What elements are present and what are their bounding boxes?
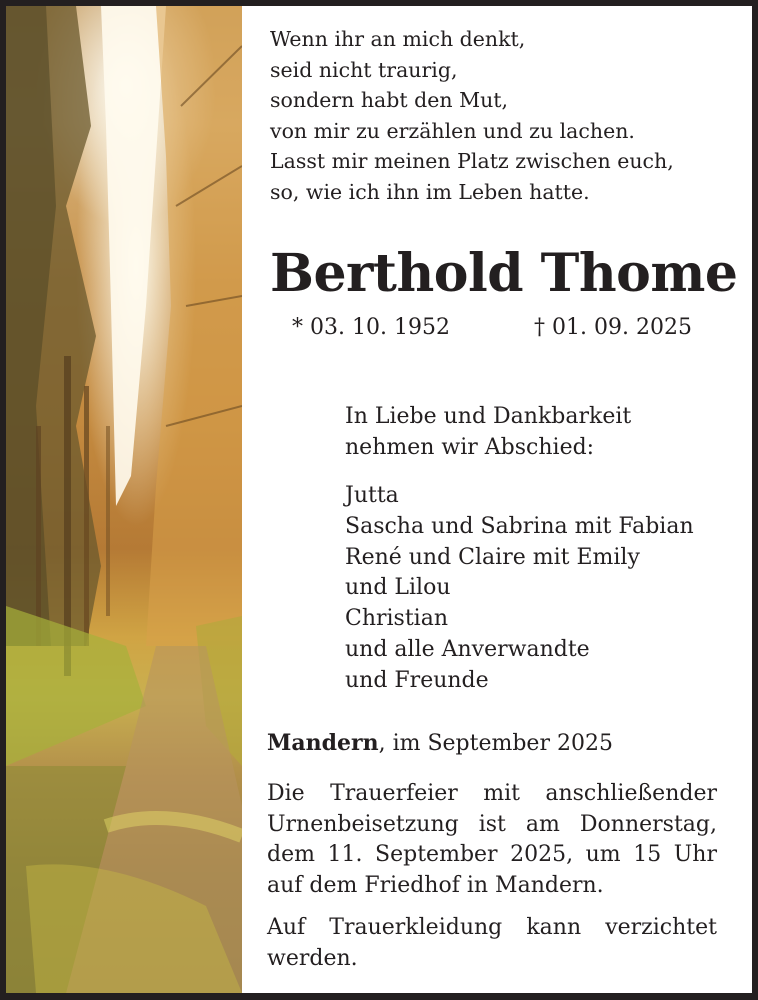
poem-line: so, wie ich ihn im Leben hatte. <box>270 179 590 204</box>
ceremony-info <box>267 779 717 901</box>
poem-line: seid nicht traurig, <box>270 57 458 82</box>
death-date: † 01. 09. 2025 <box>534 315 692 340</box>
poem-line: Wenn ihr an mich denkt, <box>270 27 526 51</box>
mourner: Sascha und Sabrina mit Fabian <box>345 513 694 539</box>
forest-illustration <box>6 6 242 993</box>
mourners-list <box>345 481 694 697</box>
mourner: Jutta <box>345 483 399 508</box>
farewell-intro <box>345 401 631 463</box>
forest-path-photo <box>6 6 242 993</box>
poem-line: von mir zu erzählen und zu lachen. <box>270 118 635 143</box>
town-name: Mandern <box>267 730 379 756</box>
ceremony-line: Urnenbeisetzung ist am Donnerstag, <box>267 811 717 837</box>
farewell-intro-line: In Liebe und Dankbarkeit <box>345 404 632 429</box>
note-line: werden. <box>267 945 358 971</box>
place-and-date <box>267 730 613 756</box>
note-line: Auf Trauerkleidung kann verzichtet <box>267 915 717 940</box>
obituary-notice <box>6 6 752 993</box>
mourner: und Freunde <box>345 667 489 693</box>
poem-line: Lasst mir meinen Platz zwischen euch, <box>270 149 674 173</box>
dress-code-note <box>267 913 717 974</box>
deceased-name: Berthold Thome <box>270 243 738 304</box>
poem <box>270 24 674 207</box>
ceremony-line: auf dem Friedhof in Mandern. <box>267 872 604 898</box>
birth-date: * 03. 10. 1952 <box>292 315 450 340</box>
date-text: , im September 2025 <box>378 731 613 756</box>
farewell-intro-line: nehmen wir Abschied: <box>345 435 595 460</box>
poem-line: sondern habt den Mut, <box>270 88 509 112</box>
ceremony-line: Die Trauerfeier mit anschließender <box>267 781 717 806</box>
mourner: Christian <box>345 606 449 632</box>
mourner: René und Claire mit Emily <box>345 544 640 570</box>
ceremony-line: dem 11. September 2025, um 15 Uhr <box>267 842 717 867</box>
mourner: und alle Anverwandte <box>345 636 590 662</box>
mourner: und Lilou <box>345 575 451 601</box>
